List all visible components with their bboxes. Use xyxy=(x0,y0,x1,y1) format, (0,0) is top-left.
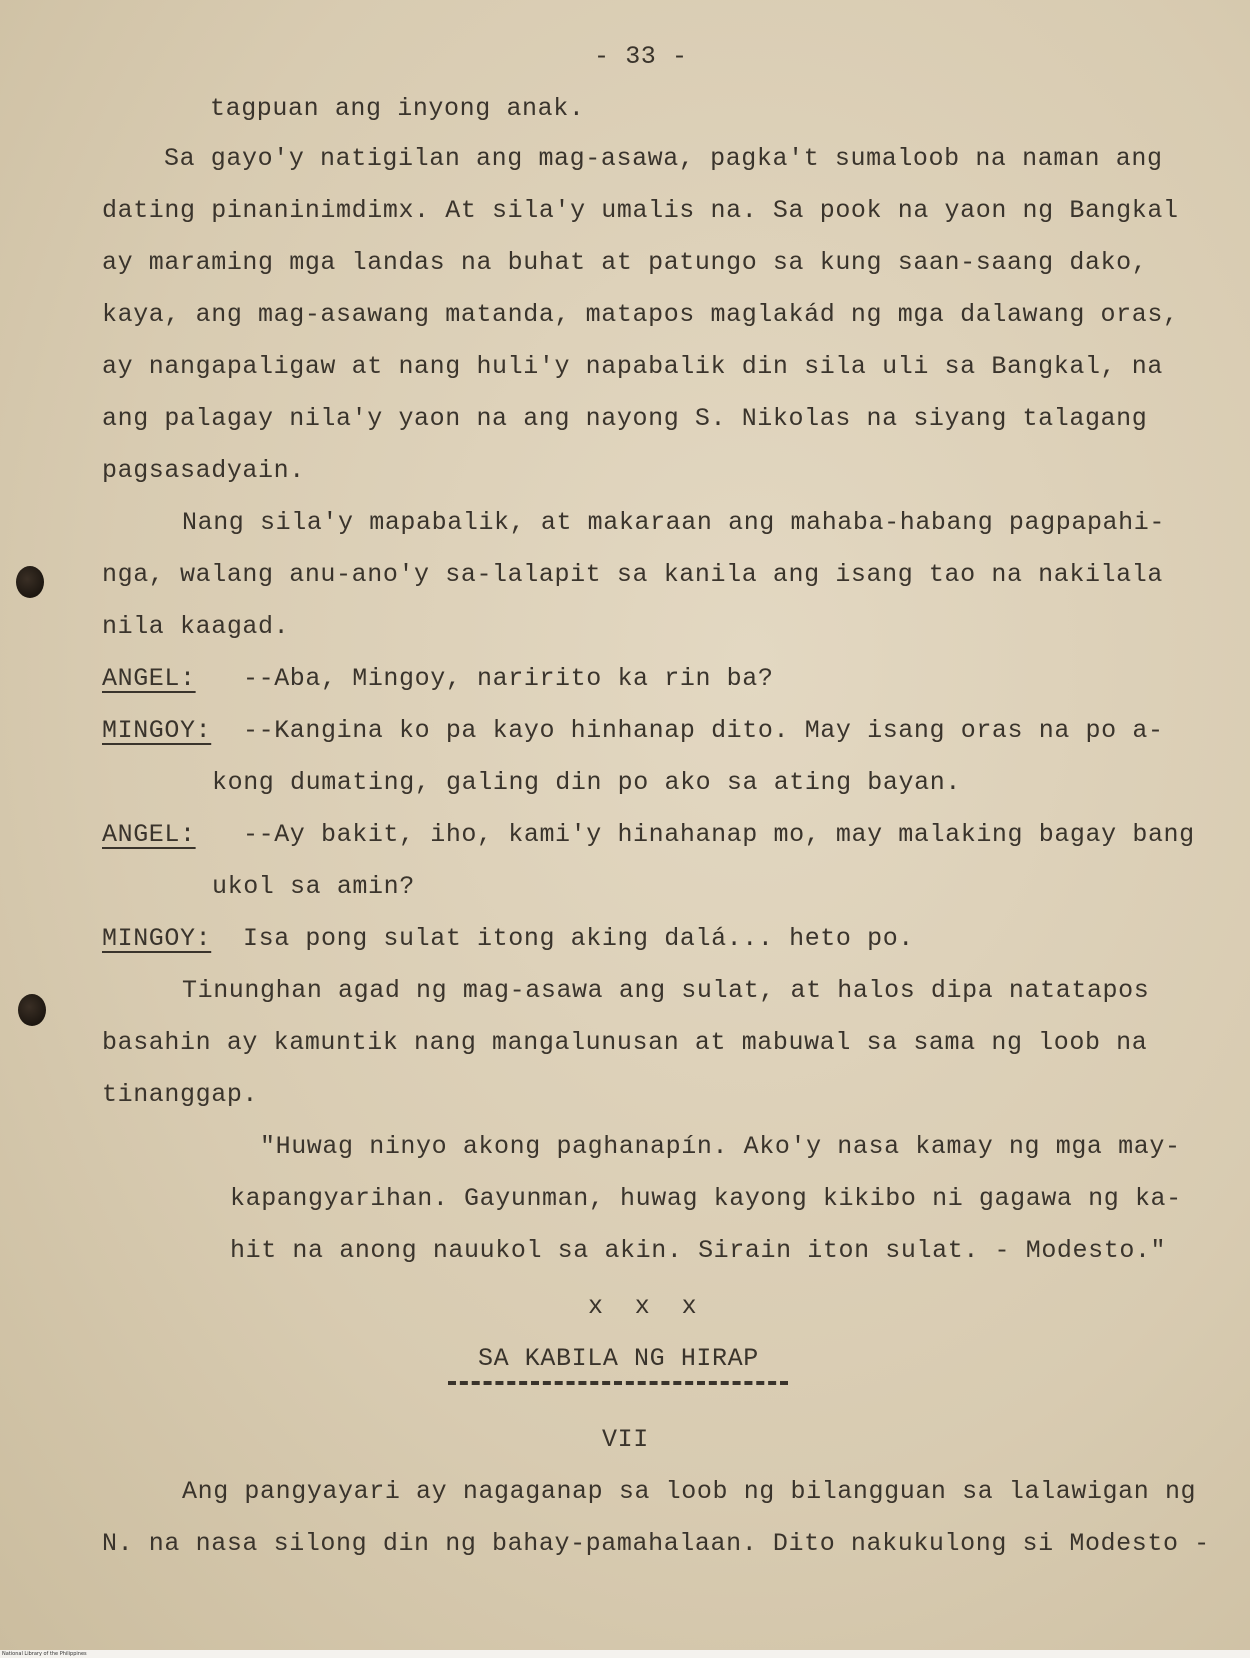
text-line: nila kaagad. xyxy=(102,612,290,641)
text-line: dating pinaninimdimx. At sila'y umalis na. Sa pook na yaon ng Bangkal xyxy=(102,196,1179,225)
text-line: kaya, ang mag-asawang matanda, matapos maglakád ng mga dalawang oras, xyxy=(102,300,1179,329)
footer-strip xyxy=(0,1650,1250,1658)
text-line: pagsasadyain. xyxy=(102,456,305,485)
dialogue-line: --Kangina ko pa kayo hinhanap dito. May isang oras na po a- xyxy=(243,716,1164,745)
quoted-letter-line: kapangyarihan. Gayunman, huwag kayong kikibo ni gagawa ng ka- xyxy=(230,1184,1182,1213)
text-line: ay maraming mga landas na buhat at patungo sa kung saan-saang dako, xyxy=(102,248,1148,277)
speaker-label: MINGOY: xyxy=(102,924,212,953)
chapter-title: SA KABILA NG HIRAP xyxy=(478,1344,759,1373)
text-line: ay nangapaligaw at nang huli'y napabalik din sila uli sa Bangkal, na xyxy=(102,352,1163,381)
binder-hole-bottom xyxy=(18,994,46,1026)
speaker-label: ANGEL: xyxy=(102,820,196,849)
text-line: Sa gayo'y natigilan ang mag-asawa, pagka't sumaloob na naman ang xyxy=(164,144,1163,173)
title-underline-rule xyxy=(448,1381,788,1385)
section-separator: x x x xyxy=(588,1292,698,1321)
dialogue-line: --Ay bakit, iho, kami'y hinahanap mo, may malaking bagay bang xyxy=(243,820,1195,849)
text-line: ang palagay nila'y yaon na ang nayong S. Nikolas na siyang talagang xyxy=(102,404,1148,433)
text-line: tinanggap. xyxy=(102,1080,259,1109)
speaker-label: ANGEL: xyxy=(102,664,196,693)
text-line: Tinunghan agad ng mag-asawa ang sulat, at halos dipa natatapos xyxy=(182,976,1150,1005)
text-line: nga, walang anu-ano'y sa-lalapit sa kanila ang isang tao na nakilala xyxy=(102,560,1163,589)
dialogue-line: kong dumating, galing din po ako sa ating bayan. xyxy=(212,768,961,797)
binder-hole-top xyxy=(16,566,44,598)
text-line: tagpuan ang inyong anak. xyxy=(210,94,585,123)
chapter-number: VII xyxy=(602,1425,649,1454)
footer-credit: National Library of the Philippines xyxy=(2,1651,87,1657)
quoted-letter-line: "Huwag ninyo akong paghanapín. Ako'y nasa kamay ng mga may- xyxy=(260,1132,1181,1161)
text-line: basahin ay kamuntik nang mangalunusan at mabuwal sa sama ng loob na xyxy=(102,1028,1148,1057)
page-number: - 33 - xyxy=(594,42,688,71)
dialogue-line: --Aba, Mingoy, naririto ka rin ba? xyxy=(243,664,774,693)
text-line: Nang sila'y mapabalik, at makaraan ang mahaba-habang pagpapahi- xyxy=(182,508,1165,537)
dialogue-line: ukol sa amin? xyxy=(212,872,415,901)
dialogue-line: Isa pong sulat itong aking dalá... heto po. xyxy=(243,924,914,953)
text-line: N. na nasa silong din ng bahay-pamahalaan. Dito nakukulong si Modesto - xyxy=(102,1529,1210,1558)
text-line: Ang pangyayari ay nagaganap sa loob ng bilangguan sa lalawigan ng xyxy=(182,1477,1197,1506)
speaker-label: MINGOY: xyxy=(102,716,212,745)
quoted-letter-line: hit na anong nauukol sa akin. Sirain iton sulat. - Modesto." xyxy=(230,1236,1167,1265)
